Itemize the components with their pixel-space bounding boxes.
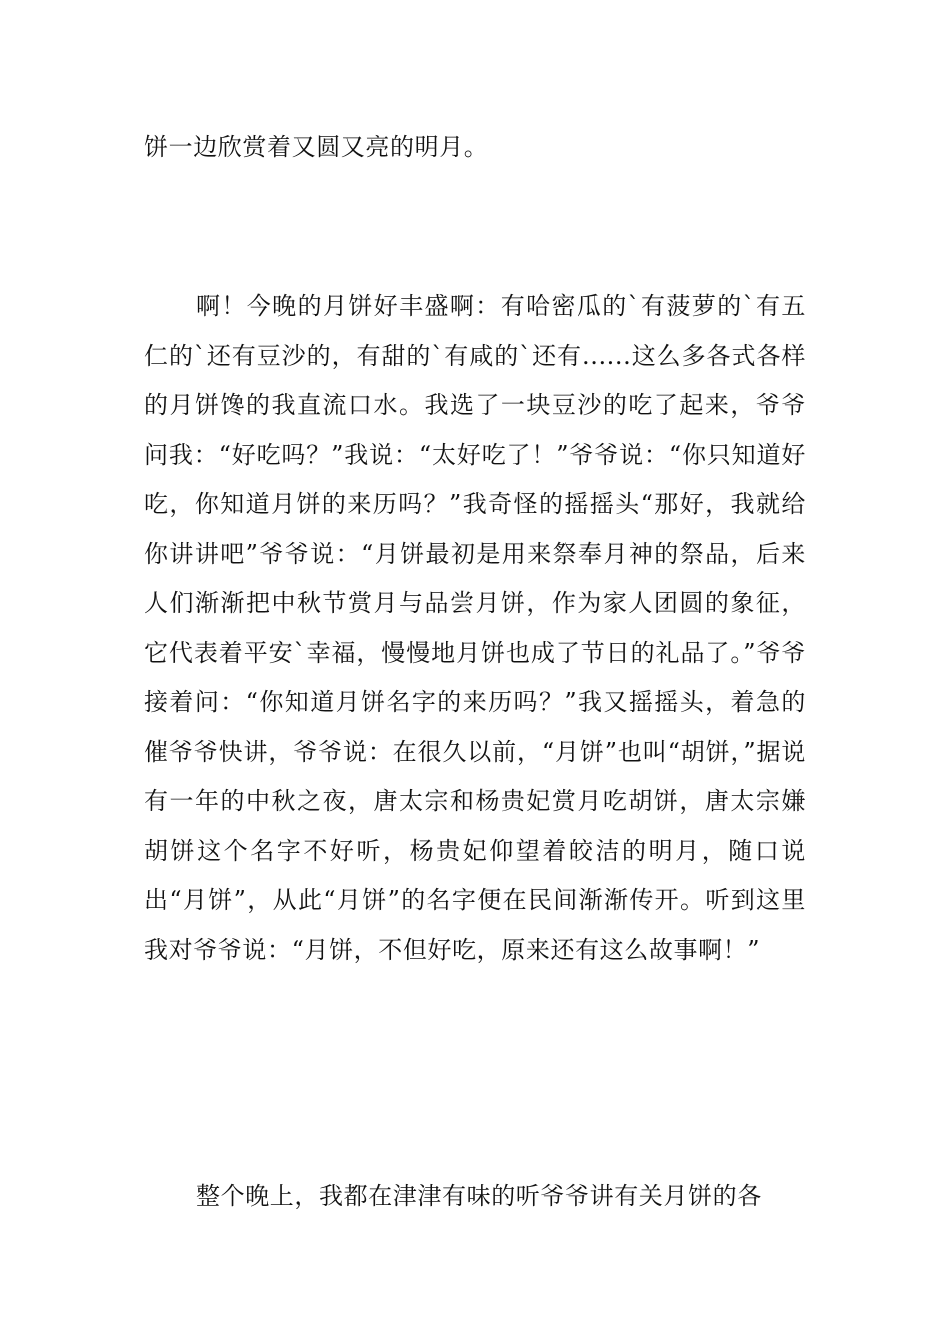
paragraph-evening: 整个晚上，我都在津津有味的听爷爷讲有关月饼的各 xyxy=(196,1182,762,1210)
paragraph-mooncake-story: 啊！今晚的月饼好丰盛啊：有哈密瓜的`有菠萝的`有五仁的`还有豆沙的，有甜的`有咸的`还有......这么多各式各样的月饼馋的我直流口水。我选了一块豆沙的吃了起来，爷爷问我：“好吃吗？”我说：“太好吃了！”爷爷说：“你只知道好吃，你知道月饼的来历吗？”我奇怪的摇摇头“那好，我就给你讲讲吧”爷爷说：“月饼最初是用来祭奉月神的祭品，后来人们渐渐把中秋节赏月与品尝月饼，作为家人团圆的象征，它代表着平安`幸福，慢慢地月饼也成了节日的礼品了。”爷爷接着问：“你知道月饼名字的来历吗？”我又摇摇头，着急的催爷爷快讲，爷爷说：在很久以前，“月饼”也叫“胡饼，”据说有一年的中秋之夜，唐太宗和杨贵妃赏月吃胡饼，唐太宗嫌胡饼这个名字不好听，杨贵妃仰望着皎洁的明月，随口说出“月饼”，从此“月饼”的名字便在民间渐渐传开。听到这里我对爷爷说：“月饼，不但好吃，原来还有这么故事啊！” xyxy=(144,292,806,964)
paragraph-continuation: 饼一边欣赏着又圆又亮的明月。 xyxy=(144,133,489,161)
